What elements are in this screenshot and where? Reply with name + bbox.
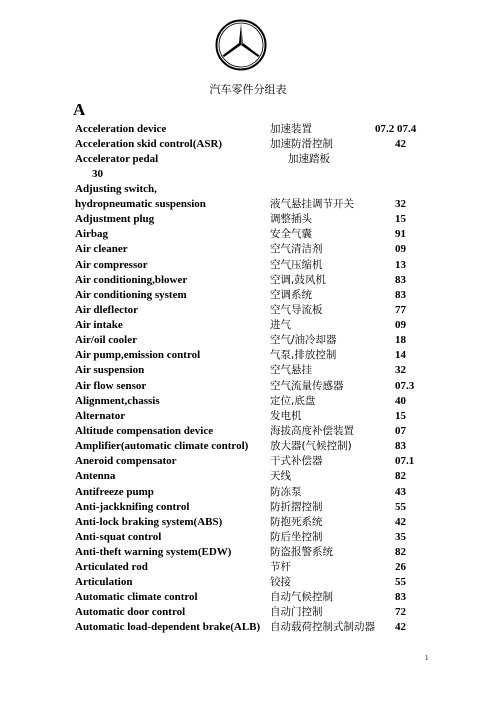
entry-group-number: 35 (395, 531, 406, 543)
entry-english-term: Anti-lock braking system(ABS) (75, 516, 223, 528)
entry-english-term: 30 (92, 168, 103, 180)
entry-english-term: Acceleration skid control(ASR) (75, 138, 223, 150)
entry-chinese-term: 空调系统 (270, 289, 312, 301)
index-entry (0, 590, 496, 605)
index-entry (0, 137, 496, 152)
entry-english-term: Airbag (75, 228, 108, 240)
entry-chinese-term: 防盗报警系统 (270, 546, 333, 558)
index-entry (0, 424, 496, 439)
entry-group-number: 42 (395, 138, 406, 150)
page-number: 1 (425, 654, 429, 662)
entry-english-term: Air/oil cooler (75, 334, 138, 346)
entry-chinese-term: 海拔高度补偿装置 (270, 425, 354, 437)
entry-english-term: Articulation (75, 576, 133, 588)
index-entry (0, 227, 496, 242)
entry-group-number: 83 (395, 440, 406, 452)
entry-english-term: Air suspension (75, 364, 145, 376)
entry-english-term: Automatic door control (75, 606, 186, 618)
entry-group-number: 42 (395, 621, 406, 633)
index-entry (0, 333, 496, 348)
index-entry (0, 515, 496, 530)
index-entry (0, 545, 496, 560)
index-entry (0, 197, 496, 212)
index-entry (0, 288, 496, 303)
index-entry (0, 242, 496, 257)
entry-group-number: 15 (395, 213, 406, 225)
entry-english-term: Amplifier(automatic climate control) (75, 440, 249, 452)
index-entry (0, 379, 496, 394)
entry-group-number: 09 (395, 319, 406, 331)
entry-group-number: 55 (395, 576, 406, 588)
entry-chinese-term: 自动门控制 (270, 606, 323, 618)
index-entry (0, 500, 496, 515)
section-letter: A (73, 100, 86, 119)
entry-group-number: 83 (395, 274, 406, 286)
index-entry (0, 560, 496, 575)
entry-english-term: Air dleflector (75, 304, 139, 316)
index-entry (0, 122, 496, 137)
index-entry (0, 348, 496, 363)
entry-chinese-term: 空气悬挂 (270, 364, 312, 376)
entry-group-number: 18 (395, 334, 406, 346)
entry-english-term: Air compressor (75, 259, 148, 271)
index-entry (0, 363, 496, 378)
entry-chinese-term: 天线 (270, 470, 291, 482)
entry-english-term: Air cleaner (75, 243, 128, 255)
index-entry (0, 258, 496, 273)
entry-chinese-term: 空气清洁剂 (270, 243, 323, 255)
entry-chinese-term: 液气悬挂调节开关 (270, 198, 354, 210)
entry-group-number: 91 (395, 228, 406, 240)
index-entry (0, 152, 496, 167)
index-entry (0, 318, 496, 333)
entry-group-number: 55 (395, 501, 406, 513)
index-entry (0, 575, 496, 590)
entry-chinese-term: 防冻泵 (270, 486, 302, 498)
entry-chinese-term: 防后坐控制 (270, 531, 323, 543)
entry-chinese-term: 空气压缩机 (270, 259, 323, 271)
entry-english-term: Alternator (75, 410, 126, 422)
entry-group-number: 82 (395, 546, 406, 558)
entry-group-number: 77 (395, 304, 406, 316)
entry-group-number: 32 (395, 364, 406, 376)
index-entry (0, 454, 496, 469)
entry-english-term: Air pump,emission control (75, 349, 201, 361)
entry-english-term: Air flow sensor (75, 380, 147, 392)
entry-chinese-term: 空气导流板 (270, 304, 323, 316)
index-entry (0, 485, 496, 500)
entry-group-number: 43 (395, 486, 406, 498)
entry-group-number: 09 (395, 243, 406, 255)
entry-chinese-term: 节杆 (270, 561, 291, 573)
mercedes-star-logo (215, 19, 267, 71)
entry-english-term: Automatic climate control (75, 591, 198, 603)
entry-group-number: 07.2 07.4 (375, 123, 417, 135)
entry-group-number: 40 (395, 395, 406, 407)
entry-chinese-term: 干式补偿器 (270, 455, 323, 467)
entry-group-number: 82 (395, 470, 406, 482)
entry-chinese-term: 空气/油冷却器 (270, 334, 337, 346)
entry-chinese-term: 发电机 (270, 410, 302, 422)
index-entry (0, 620, 496, 635)
entry-group-number: 72 (395, 606, 406, 618)
entry-chinese-term: 加速踏板 (288, 153, 330, 165)
entry-english-term: Alignment,chassis (75, 395, 160, 407)
entry-group-number: 07.1 (395, 455, 415, 467)
entry-chinese-term: 自动载荷控制式制动器 (270, 621, 375, 633)
entry-english-term: Automatic load-dependent brake(ALB) (75, 621, 261, 633)
entry-english-term: Accelerator pedal (75, 153, 159, 165)
index-entry (0, 303, 496, 318)
entry-chinese-term: 空气流量传感器 (270, 380, 344, 392)
entry-group-number: 14 (395, 349, 406, 361)
entry-english-term: Adjusting switch, (75, 183, 157, 195)
entry-english-term: Altitude compensation device (75, 425, 214, 437)
entry-english-term: Acceleration device (75, 123, 167, 135)
entry-english-term: Articulated rod (75, 561, 148, 573)
entry-chinese-term: 进气 (270, 319, 291, 331)
entry-chinese-term: 加速装置 (270, 123, 312, 135)
document-title: 汽车零件分组表 (209, 83, 287, 96)
entry-english-term: Air conditioning,blower (75, 274, 188, 286)
entry-english-term: Adjustment plug (75, 213, 155, 225)
entry-english-term: Aneroid compensator (75, 455, 177, 467)
entry-chinese-term: 防抱死系统 (270, 516, 323, 528)
entry-group-number: 83 (395, 591, 406, 603)
entry-chinese-term: 自动气候控制 (270, 591, 333, 603)
index-entry (0, 182, 496, 197)
entry-english-term: Antifreeze pump (75, 486, 154, 498)
entry-english-term: Anti-theft warning system(EDW) (75, 546, 232, 558)
entry-group-number: 07.3 (395, 380, 415, 392)
entry-chinese-term: 铰接 (270, 576, 291, 588)
entry-chinese-term: 防折摺控制 (270, 501, 323, 513)
entry-chinese-term: 空调,鼓风机 (270, 274, 326, 286)
entry-group-number: 15 (395, 410, 406, 422)
entry-english-term: Air conditioning system (75, 289, 187, 301)
entry-chinese-term: 定位,底盘 (270, 395, 316, 407)
entry-chinese-term: 安全气囊 (270, 228, 312, 240)
entry-group-number: 26 (395, 561, 406, 573)
index-entry (0, 167, 496, 182)
entry-english-term: Air intake (75, 319, 123, 331)
entry-group-number: 07 (395, 425, 406, 437)
entry-chinese-term: 调整插头 (270, 213, 312, 225)
entry-chinese-term: 放大器(气候控制) (270, 440, 352, 452)
index-entry (0, 273, 496, 288)
entry-group-number: 13 (395, 259, 406, 271)
entry-english-term: Antenna (75, 470, 116, 482)
entry-english-term: Anti-squat control (75, 531, 162, 543)
entry-group-number: 83 (395, 289, 406, 301)
index-entry (0, 394, 496, 409)
entry-chinese-term: 加速防滑控制 (270, 138, 333, 150)
index-entry (0, 212, 496, 227)
entry-group-number: 42 (395, 516, 406, 528)
entry-english-term: Anti-jackknifing control (75, 501, 190, 513)
index-entry (0, 530, 496, 545)
index-entry (0, 605, 496, 620)
index-entry (0, 469, 496, 484)
index-entry (0, 409, 496, 424)
entry-group-number: 32 (395, 198, 406, 210)
entry-chinese-term: 气泵,排放控制 (270, 349, 337, 361)
index-entry (0, 439, 496, 454)
entry-english-term: hydropneumatic suspension (75, 198, 206, 210)
